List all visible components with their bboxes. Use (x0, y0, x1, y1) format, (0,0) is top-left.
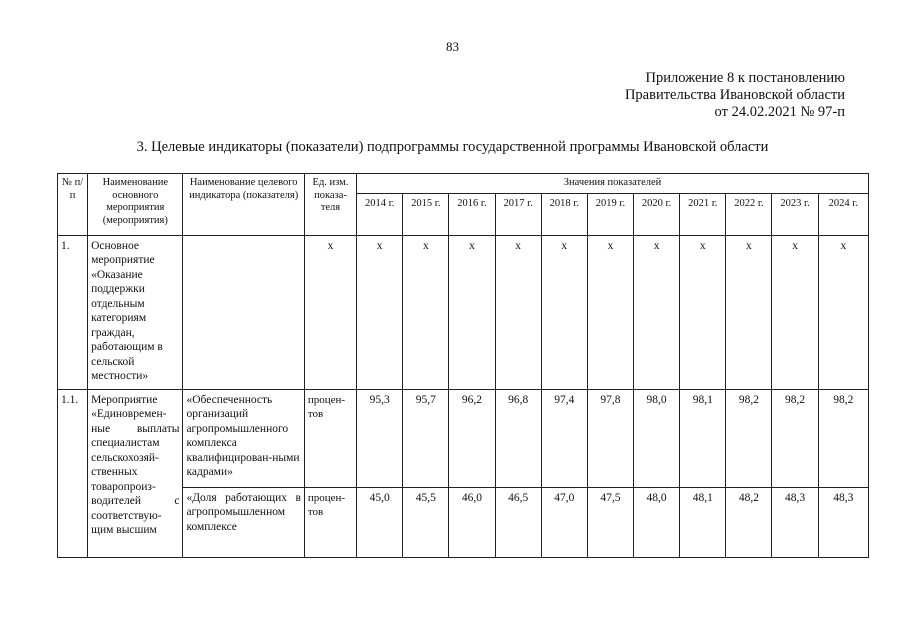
section-title: 3. Целевые индикаторы (показатели) подпрограммы государственной программы Ивановской области (136, 139, 769, 155)
value-cell: 47,5 (587, 487, 633, 557)
value-cell: 96,2 (449, 389, 495, 487)
header-number: № п/п (58, 174, 88, 236)
value-cell: х (726, 235, 772, 389)
value-cell: 48,0 (634, 487, 680, 557)
value-cell: 47,0 (541, 487, 587, 557)
value-cell: х (634, 235, 680, 389)
value-cell: х (680, 235, 726, 389)
year-header: 2020 г. (634, 193, 680, 235)
event-name: Основное мероприятие «Оказание поддержки отдельным категориям граждан, работающим в сельской местности» (88, 235, 183, 389)
year-header: 2015 г. (403, 193, 449, 235)
value-cell: х (818, 235, 868, 389)
table-row (58, 235, 869, 389)
table-header-row (58, 174, 869, 194)
header-values: Значения показателей (357, 174, 869, 194)
value-cell: 48,3 (772, 487, 818, 557)
value-cell: х (772, 235, 818, 389)
value-cell: х (495, 235, 541, 389)
value-cell: 45,5 (403, 487, 449, 557)
value-cell: х (587, 235, 633, 389)
appendix-line-3: от 24.02.2021 № 97-п (714, 104, 845, 120)
unit-cell: процен-тов (304, 487, 356, 557)
value-cell: 48,1 (680, 487, 726, 557)
value-cell: 98,2 (772, 389, 818, 487)
year-header: 2022 г. (726, 193, 772, 235)
year-header: 2017 г. (495, 193, 541, 235)
year-header: 2016 г. (449, 193, 495, 235)
table-row (58, 389, 869, 487)
value-cell: 98,0 (634, 389, 680, 487)
value-cell: 46,5 (495, 487, 541, 557)
appendix-line-1: Приложение 8 к постановлению (645, 70, 845, 86)
year-header: 2019 г. (587, 193, 633, 235)
year-header: 2018 г. (541, 193, 587, 235)
value-cell: 48,2 (726, 487, 772, 557)
page-number: 83 (446, 39, 459, 54)
value-cell: 98,1 (680, 389, 726, 487)
row-number: 1.1. (58, 389, 88, 557)
value-cell: 95,7 (403, 389, 449, 487)
year-header: 2014 г. (357, 193, 403, 235)
header-indicator-name: Наименование целевого индикатора (показателя) (183, 174, 304, 236)
value-cell: 95,3 (357, 389, 403, 487)
year-header: 2021 г. (680, 193, 726, 235)
value-cell: 98,2 (726, 389, 772, 487)
event-name: Мероприятие «Единовремен-ные выплаты специалистам сельскохозяй-ственных товаропроиз-водителей с соответствую-щим высшим (88, 389, 183, 557)
value-cell: х (403, 235, 449, 389)
value-cell: х (449, 235, 495, 389)
value-cell: 97,4 (541, 389, 587, 487)
indicator-name: «Обеспеченность организаций агропромышленного комплекса квалифицирован-ными кадрами» (183, 389, 304, 487)
header-event-name: Наименование основного мероприятия (мероприятия) (88, 174, 183, 236)
header-unit: Ед. изм. показа-теля (304, 174, 356, 236)
row-number: 1. (58, 235, 88, 389)
year-header: 2024 г. (818, 193, 868, 235)
indicators-table (57, 173, 869, 558)
appendix-line-2: Правительства Ивановской области (624, 87, 845, 103)
year-header: 2023 г. (772, 193, 818, 235)
indicator-name: «Доля работающих в агропромышленном комплексе (183, 487, 304, 557)
value-cell: 96,8 (495, 389, 541, 487)
value-cell: 97,8 (587, 389, 633, 487)
unit-cell: процен-тов (304, 389, 356, 487)
value-cell: х (541, 235, 587, 389)
unit-cell: х (304, 235, 356, 389)
appendix-reference (625, 70, 845, 121)
value-cell: 48,3 (818, 487, 868, 557)
indicator-name (183, 235, 304, 389)
value-cell: х (357, 235, 403, 389)
value-cell: 46,0 (449, 487, 495, 557)
value-cell: 45,0 (357, 487, 403, 557)
value-cell: 98,2 (818, 389, 868, 487)
